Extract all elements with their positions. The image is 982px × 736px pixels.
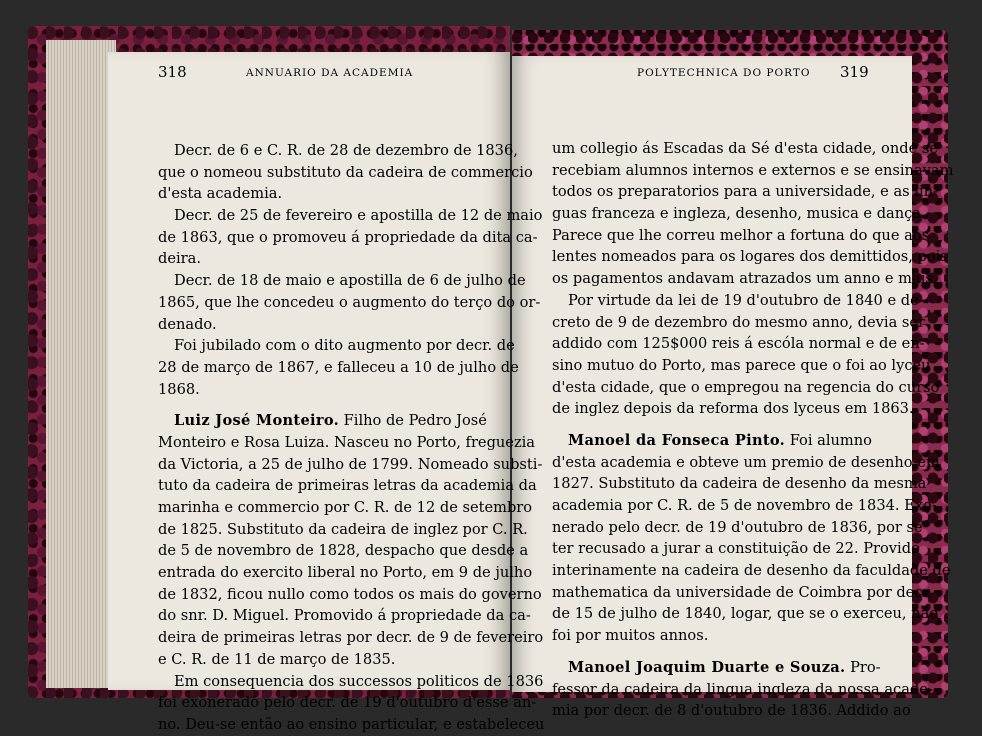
text-line bbox=[158, 270, 544, 292]
line-text: deira. bbox=[158, 250, 201, 268]
text-line bbox=[158, 605, 544, 627]
line-text: Por virtude da lei de 19 d'outubro de 1840 e de- bbox=[568, 291, 924, 309]
line-text: entrada do exercito liberal no Porto, em 9 de julho bbox=[158, 564, 533, 582]
text-line bbox=[552, 377, 953, 399]
entry-name: Manoel da Fonseca Pinto. bbox=[568, 431, 786, 449]
line-text: creto de 9 de dezembro do mesmo anno, devia ser bbox=[552, 313, 926, 331]
line-text: todos os preparatorios para a universidade, e as lin- bbox=[552, 183, 938, 201]
text-line bbox=[552, 203, 953, 225]
left-page-number: 318 bbox=[158, 63, 187, 81]
paragraph-gap bbox=[158, 400, 544, 410]
line-text: addido com 125$000 reis á escóla normal e de en- bbox=[552, 335, 925, 353]
line-text: d'esta cidade, que o empregou na regencia do curso bbox=[552, 378, 940, 396]
line-text: interinamente na cadeira de desenho da faculdade de bbox=[552, 562, 951, 580]
text-line bbox=[158, 432, 544, 454]
text-line bbox=[158, 410, 544, 432]
line-text: 28 de março de 1867, e falleceu a 10 de julho de bbox=[158, 358, 519, 376]
line-text: d'esta academia. bbox=[158, 185, 283, 203]
text-line bbox=[158, 562, 544, 584]
line-text: de 1863, que o promoveu á propriedade da dita ca- bbox=[158, 228, 538, 246]
line-text: do snr. D. Miguel. Promovido á propriedade da ca- bbox=[158, 607, 531, 625]
text-line bbox=[552, 517, 953, 539]
text-line bbox=[552, 138, 953, 160]
text-line bbox=[552, 582, 953, 604]
line-text: Foi jubilado com o dito augmento por decr. de bbox=[174, 337, 515, 355]
line-text: ter recusado a jurar a constituição de 22. Provido bbox=[552, 540, 920, 558]
text-line bbox=[158, 497, 544, 519]
line-text: os pagamentos andavam atrazados um anno e mais. bbox=[552, 270, 938, 288]
line-text: Filho de Pedro José bbox=[339, 412, 487, 430]
text-line bbox=[552, 700, 953, 722]
line-text: de inglez depois da reforma dos lyceus em 1863. bbox=[552, 400, 914, 418]
text-line bbox=[552, 355, 953, 377]
line-text: Em consequencia dos successos politicos de 1836 bbox=[174, 672, 544, 690]
line-text: tuto da cadeira de primeiras letras da academia da bbox=[158, 477, 537, 495]
text-line bbox=[158, 454, 544, 476]
line-text: guas franceza e ingleza, desenho, musica e dança. bbox=[552, 205, 926, 223]
line-text: mia por decr. de 8 d'outubro de 1836. Addido ao bbox=[552, 702, 911, 720]
line-text: um collegio ás Escadas da Sé d'esta cidade, onde se bbox=[552, 140, 938, 157]
text-line bbox=[552, 160, 953, 182]
text-line bbox=[552, 398, 953, 420]
line-text: de 5 de novembro de 1828, despacho que desde a bbox=[158, 542, 529, 560]
line-text: denado. bbox=[158, 315, 217, 333]
line-text: marinha e commercio por C. R. de 12 de setembro bbox=[158, 499, 533, 516]
text-line bbox=[158, 540, 544, 562]
line-text: de 1832, ficou nullo como todos os mais do governo bbox=[158, 585, 542, 603]
entry-name: Manoel Joaquim Duarte e Souza. bbox=[568, 658, 846, 676]
text-line bbox=[158, 183, 544, 205]
line-text: Decr. de 18 de maio e apostilla de 6 de julho de bbox=[174, 272, 526, 290]
right-body-text bbox=[552, 138, 953, 722]
text-line bbox=[158, 357, 544, 379]
entry-name: Luiz José Monteiro. bbox=[174, 412, 340, 430]
text-line bbox=[158, 314, 544, 336]
line-text: 1865, que lhe concedeu o augmento do terço do or- bbox=[158, 293, 541, 311]
line-text: de 1825. Substituto da cadeira de inglez por C. R. bbox=[158, 520, 528, 538]
line-text: nerado pelo decr. de 19 d'outubro de 1836, por se bbox=[552, 518, 923, 536]
text-line bbox=[158, 692, 544, 714]
text-line bbox=[158, 519, 544, 541]
text-line bbox=[552, 560, 953, 582]
line-text: d'esta academia e obteve um premio de desenho em bbox=[552, 453, 940, 471]
line-text: e C. R. de 11 de março de 1835. bbox=[158, 650, 396, 668]
text-line bbox=[158, 227, 544, 249]
line-text: recebiam alumnos internos e externos e se ensinavam bbox=[552, 161, 954, 179]
line-text: academia por C. R. de 5 de novembro de 1834. Exo- bbox=[552, 497, 937, 514]
line-text: mathematica da universidade de Coimbra por decr. bbox=[552, 583, 933, 601]
line-text: Monteiro e Rosa Luiza. Nasceu no Porto, freguezia bbox=[158, 433, 536, 451]
line-text: sino mutuo do Porto, mas parece que o foi ao lyceu bbox=[552, 356, 931, 374]
line-text: da Victoria, a 25 de julho de 1799. Nomeado substi- bbox=[158, 455, 543, 473]
line-text: no. Deu-se então ao ensino particular, e estabeleceu bbox=[158, 715, 545, 733]
page-edges bbox=[46, 40, 116, 688]
text-line bbox=[552, 603, 953, 625]
right-page-number: 319 bbox=[840, 63, 869, 81]
text-line bbox=[552, 625, 953, 647]
paragraph-gap bbox=[552, 647, 953, 657]
text-line bbox=[552, 312, 953, 334]
text-line bbox=[158, 205, 544, 227]
line-text: Pro- bbox=[845, 658, 881, 676]
line-text: foi por muitos annos. bbox=[552, 627, 709, 645]
left-running-head: ANNUARIO DA ACADEMIA bbox=[246, 67, 414, 79]
right-running-head: POLYTECHNICA DO PORTO bbox=[637, 67, 811, 79]
text-line bbox=[158, 140, 544, 162]
text-line bbox=[552, 225, 953, 247]
text-line bbox=[552, 452, 953, 474]
line-text: fessor da cadeira da lingua ingleza da nossa acade- bbox=[552, 680, 933, 698]
text-line bbox=[552, 246, 953, 268]
line-text: lentes nomeados para os logares dos demittidos, pois bbox=[552, 248, 948, 266]
text-line bbox=[158, 292, 544, 314]
line-text: de 15 de julho de 1840, logar, que se o exerceu, não bbox=[552, 605, 939, 623]
text-line bbox=[552, 679, 953, 701]
text-line bbox=[552, 657, 953, 679]
text-line bbox=[552, 495, 953, 517]
text-line bbox=[158, 335, 544, 357]
text-line bbox=[158, 714, 544, 736]
line-text: deira de primeiras letras por decr. de 9 de fevereiro bbox=[158, 629, 544, 647]
line-text: Parece que lhe correu melhor a fortuna do que aos bbox=[552, 226, 930, 244]
text-line bbox=[158, 627, 544, 649]
text-line bbox=[552, 538, 953, 560]
text-line bbox=[552, 181, 953, 203]
line-text: 1868. bbox=[158, 380, 200, 398]
line-text: Foi alumno bbox=[785, 431, 872, 449]
line-text: Decr. de 25 de fevereiro e apostilla de 12 de maio bbox=[174, 207, 543, 225]
text-line bbox=[552, 473, 953, 495]
text-line bbox=[552, 430, 953, 452]
line-text: 1827. Substituto da cadeira de desenho da mesma bbox=[552, 475, 927, 493]
line-text: Decr. de 6 e C. R. de 28 de dezembro de 1836, bbox=[174, 142, 518, 159]
text-line bbox=[552, 268, 953, 290]
text-line bbox=[158, 162, 544, 184]
text-line bbox=[158, 671, 544, 693]
line-text: foi exonerado pelo decr. de 19 d'outubro d'esse an- bbox=[158, 694, 537, 712]
text-line bbox=[158, 649, 544, 671]
line-text: que o nomeou substituto da cadeira de commercio bbox=[158, 163, 533, 181]
text-line bbox=[158, 584, 544, 606]
paragraph-gap bbox=[552, 420, 953, 430]
text-line bbox=[552, 290, 953, 312]
left-body-text bbox=[158, 140, 544, 736]
text-line bbox=[158, 248, 544, 270]
text-line bbox=[552, 333, 953, 355]
text-line bbox=[158, 379, 544, 401]
text-line bbox=[158, 475, 544, 497]
